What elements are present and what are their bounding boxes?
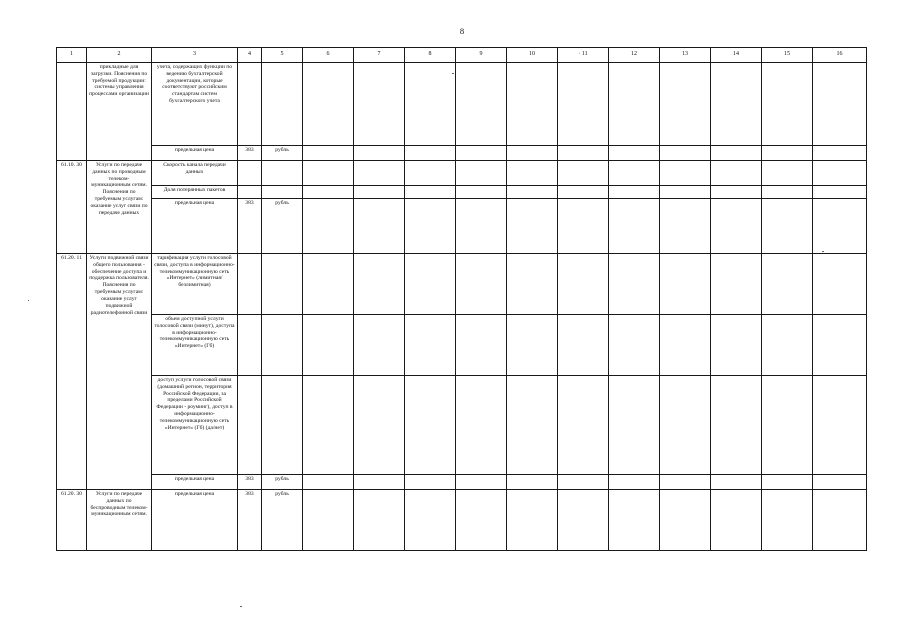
empty-cell [354, 186, 405, 199]
empty-cell [456, 490, 507, 551]
column-header: 5 [262, 48, 303, 63]
okei-code-cell [238, 315, 262, 376]
empty-cell [405, 63, 456, 146]
characteristic-cell: учета, содержащих функции по ведению бухгалтерской документации, которые соответствуют российским стандартам систем бухгалтерского учета [152, 63, 238, 146]
empty-cell [762, 186, 813, 199]
empty-cell [609, 490, 660, 551]
empty-cell [660, 186, 711, 199]
characteristic-cell: предельная цена [152, 475, 238, 490]
unit-cell [262, 315, 303, 376]
empty-cell [354, 490, 405, 551]
empty-cell [711, 63, 762, 146]
characteristic-cell: Доля потерянных пакетов [152, 186, 238, 199]
empty-cell [609, 146, 660, 161]
empty-cell [762, 146, 813, 161]
column-header: 6 [303, 48, 354, 63]
empty-cell [558, 63, 609, 146]
scan-speck [240, 606, 242, 607]
empty-cell [558, 186, 609, 199]
empty-cell [354, 475, 405, 490]
empty-cell [507, 199, 558, 254]
empty-cell [456, 199, 507, 254]
column-header: 13 [660, 48, 711, 63]
empty-cell [609, 63, 660, 146]
column-header: 8 [405, 48, 456, 63]
empty-cell [558, 146, 609, 161]
empty-cell [354, 199, 405, 254]
table-row [57, 161, 867, 186]
empty-cell [711, 490, 762, 551]
unit-cell: рубль [262, 199, 303, 254]
empty-cell [711, 161, 762, 186]
table-row [57, 63, 867, 146]
empty-cell [813, 376, 867, 475]
column-header: 16 [813, 48, 867, 63]
unit-cell: рубль [262, 146, 303, 161]
unit-cell [262, 63, 303, 146]
empty-cell [303, 254, 354, 315]
empty-cell [660, 376, 711, 475]
okei-code-cell [238, 63, 262, 146]
empty-cell [660, 161, 711, 186]
empty-cell [558, 254, 609, 315]
empty-cell [609, 315, 660, 376]
empty-cell [405, 475, 456, 490]
empty-cell [762, 475, 813, 490]
empty-cell [813, 186, 867, 199]
empty-cell [354, 161, 405, 186]
characteristic-cell: предельная цена [152, 199, 238, 254]
characteristic-cell: тарификация услуги голосовой связи, доступа в информационно-телекоммуникационную сеть «Интернет» (лимитная/безлимитная) [152, 254, 238, 315]
empty-cell [507, 146, 558, 161]
table-row [57, 315, 867, 376]
empty-cell [303, 161, 354, 186]
empty-cell [303, 199, 354, 254]
column-header: 10 [507, 48, 558, 63]
column-header: 9 [456, 48, 507, 63]
column-header: 3 [152, 48, 238, 63]
empty-cell [762, 490, 813, 551]
header-row [57, 48, 867, 63]
service-name-cell: Услуги подвижной связи общего пользования - обеспечение доступа и поддержка пользователя. Пояснения по требуемым услугам: оказание услуг подвижной радиотелефонной связи [87, 254, 152, 490]
unit-cell [262, 186, 303, 199]
empty-cell [609, 376, 660, 475]
empty-cell [813, 199, 867, 254]
empty-cell [558, 199, 609, 254]
empty-cell [762, 63, 813, 146]
okpd-code-cell: 61.20. 11 [57, 254, 87, 490]
empty-cell [813, 63, 867, 146]
empty-cell [456, 186, 507, 199]
empty-cell [507, 254, 558, 315]
table-row [57, 475, 867, 490]
empty-cell [303, 475, 354, 490]
empty-cell [354, 315, 405, 376]
unit-cell [262, 376, 303, 475]
empty-cell [711, 376, 762, 475]
characteristic-cell: предельная цена [152, 146, 238, 161]
okpd-code-cell: 61.10. 30 [57, 161, 87, 254]
empty-cell [303, 186, 354, 199]
empty-cell [762, 315, 813, 376]
service-name-cell: прикладные для загрузки. Пояснения по требуемой продукции: системы управления процессами организации [87, 63, 152, 161]
empty-cell [558, 376, 609, 475]
empty-cell [405, 490, 456, 551]
okei-code-cell [238, 186, 262, 199]
scan-speck [28, 300, 29, 301]
empty-cell [660, 146, 711, 161]
empty-cell [609, 199, 660, 254]
okei-code-cell: 383 [238, 490, 262, 551]
empty-cell [558, 161, 609, 186]
column-header: 15 [762, 48, 813, 63]
empty-cell [762, 254, 813, 315]
empty-cell [405, 254, 456, 315]
empty-cell [660, 475, 711, 490]
column-header: 14 [711, 48, 762, 63]
empty-cell [456, 315, 507, 376]
empty-cell [303, 63, 354, 146]
empty-cell [609, 254, 660, 315]
okei-code-cell: 383 [238, 475, 262, 490]
empty-cell [660, 315, 711, 376]
okpd-code-cell [57, 63, 87, 161]
empty-cell [558, 315, 609, 376]
empty-cell [354, 146, 405, 161]
scan-speck [822, 251, 824, 252]
service-name-cell: Услуги по передаче данных по беспроводным телеком-муникационным сетям. [87, 490, 152, 551]
empty-cell [456, 376, 507, 475]
empty-cell [456, 161, 507, 186]
empty-cell [762, 376, 813, 475]
empty-cell [507, 490, 558, 551]
empty-cell [660, 254, 711, 315]
scan-speck [452, 73, 454, 74]
empty-cell [303, 376, 354, 475]
table-row [57, 199, 867, 254]
column-header: 2 [87, 48, 152, 63]
empty-cell [762, 199, 813, 254]
column-header: 1 [57, 48, 87, 63]
empty-cell [558, 475, 609, 490]
page-number: 8 [459, 26, 465, 36]
empty-cell [405, 315, 456, 376]
okei-code-cell [238, 254, 262, 315]
empty-cell [303, 490, 354, 551]
empty-cell [711, 315, 762, 376]
empty-cell [303, 315, 354, 376]
empty-cell [507, 63, 558, 146]
empty-cell [507, 186, 558, 199]
characteristic-cell: объем доступной услуги голосовой связи (минут), доступа в информационно-телекоммуникационную сеть «Интернет» (Гб) [152, 315, 238, 376]
empty-cell [507, 475, 558, 490]
column-header: 7 [354, 48, 405, 63]
table-row [57, 254, 867, 315]
empty-cell [405, 161, 456, 186]
empty-cell [813, 315, 867, 376]
unit-cell: рубль [262, 475, 303, 490]
empty-cell [711, 146, 762, 161]
empty-cell [405, 146, 456, 161]
okei-code-cell: 383 [238, 199, 262, 254]
empty-cell [354, 254, 405, 315]
empty-cell [711, 475, 762, 490]
unit-cell: рубль [262, 490, 303, 551]
empty-cell [609, 186, 660, 199]
empty-cell [660, 490, 711, 551]
empty-cell [558, 490, 609, 551]
okei-code-cell [238, 161, 262, 186]
empty-cell [405, 199, 456, 254]
empty-cell [456, 475, 507, 490]
empty-cell [354, 63, 405, 146]
empty-cell [507, 376, 558, 475]
empty-cell [660, 63, 711, 146]
table-row [57, 186, 867, 199]
empty-cell [354, 376, 405, 475]
empty-cell [711, 199, 762, 254]
empty-cell [813, 161, 867, 186]
table-row [57, 146, 867, 161]
empty-cell [609, 161, 660, 186]
service-name-cell: Услуги по передаче данных по проводным телеком-муникационным сетям. Пояснения по требуемым услугам: оказание услуг связи по передаче данных [87, 161, 152, 254]
table-row [57, 490, 867, 551]
empty-cell [711, 186, 762, 199]
unit-cell [262, 254, 303, 315]
empty-cell [405, 376, 456, 475]
empty-cell [813, 475, 867, 490]
empty-cell [456, 63, 507, 146]
empty-cell [813, 254, 867, 315]
column-header: 12 [609, 48, 660, 63]
characteristic-cell: Скорость канала передачи данных [152, 161, 238, 186]
column-header: 4 [238, 48, 262, 63]
empty-cell [813, 146, 867, 161]
column-header: · 11 [558, 48, 609, 63]
empty-cell [405, 186, 456, 199]
empty-cell [762, 161, 813, 186]
characteristic-cell: предельная цена [152, 490, 238, 551]
empty-cell [507, 315, 558, 376]
characteristic-cell: доступ услуги голосовой связи (домашний регион, территория Российской Федерации, за пределами Российской Федерации - роуминг), доступ в информационно-телекоммуникационную сеть «Интернет» (Гб) (да/нет) [152, 376, 238, 475]
empty-cell [456, 146, 507, 161]
okei-code-cell [238, 376, 262, 475]
okpd-code-cell: 61.20. 30 [57, 490, 87, 551]
empty-cell [456, 254, 507, 315]
empty-cell [813, 490, 867, 551]
empty-cell [609, 475, 660, 490]
empty-cell [303, 146, 354, 161]
empty-cell [507, 161, 558, 186]
empty-cell [660, 199, 711, 254]
empty-cell [711, 254, 762, 315]
requirements-table [56, 47, 867, 551]
table-row [57, 376, 867, 475]
okei-code-cell: 383 [238, 146, 262, 161]
unit-cell [262, 161, 303, 186]
